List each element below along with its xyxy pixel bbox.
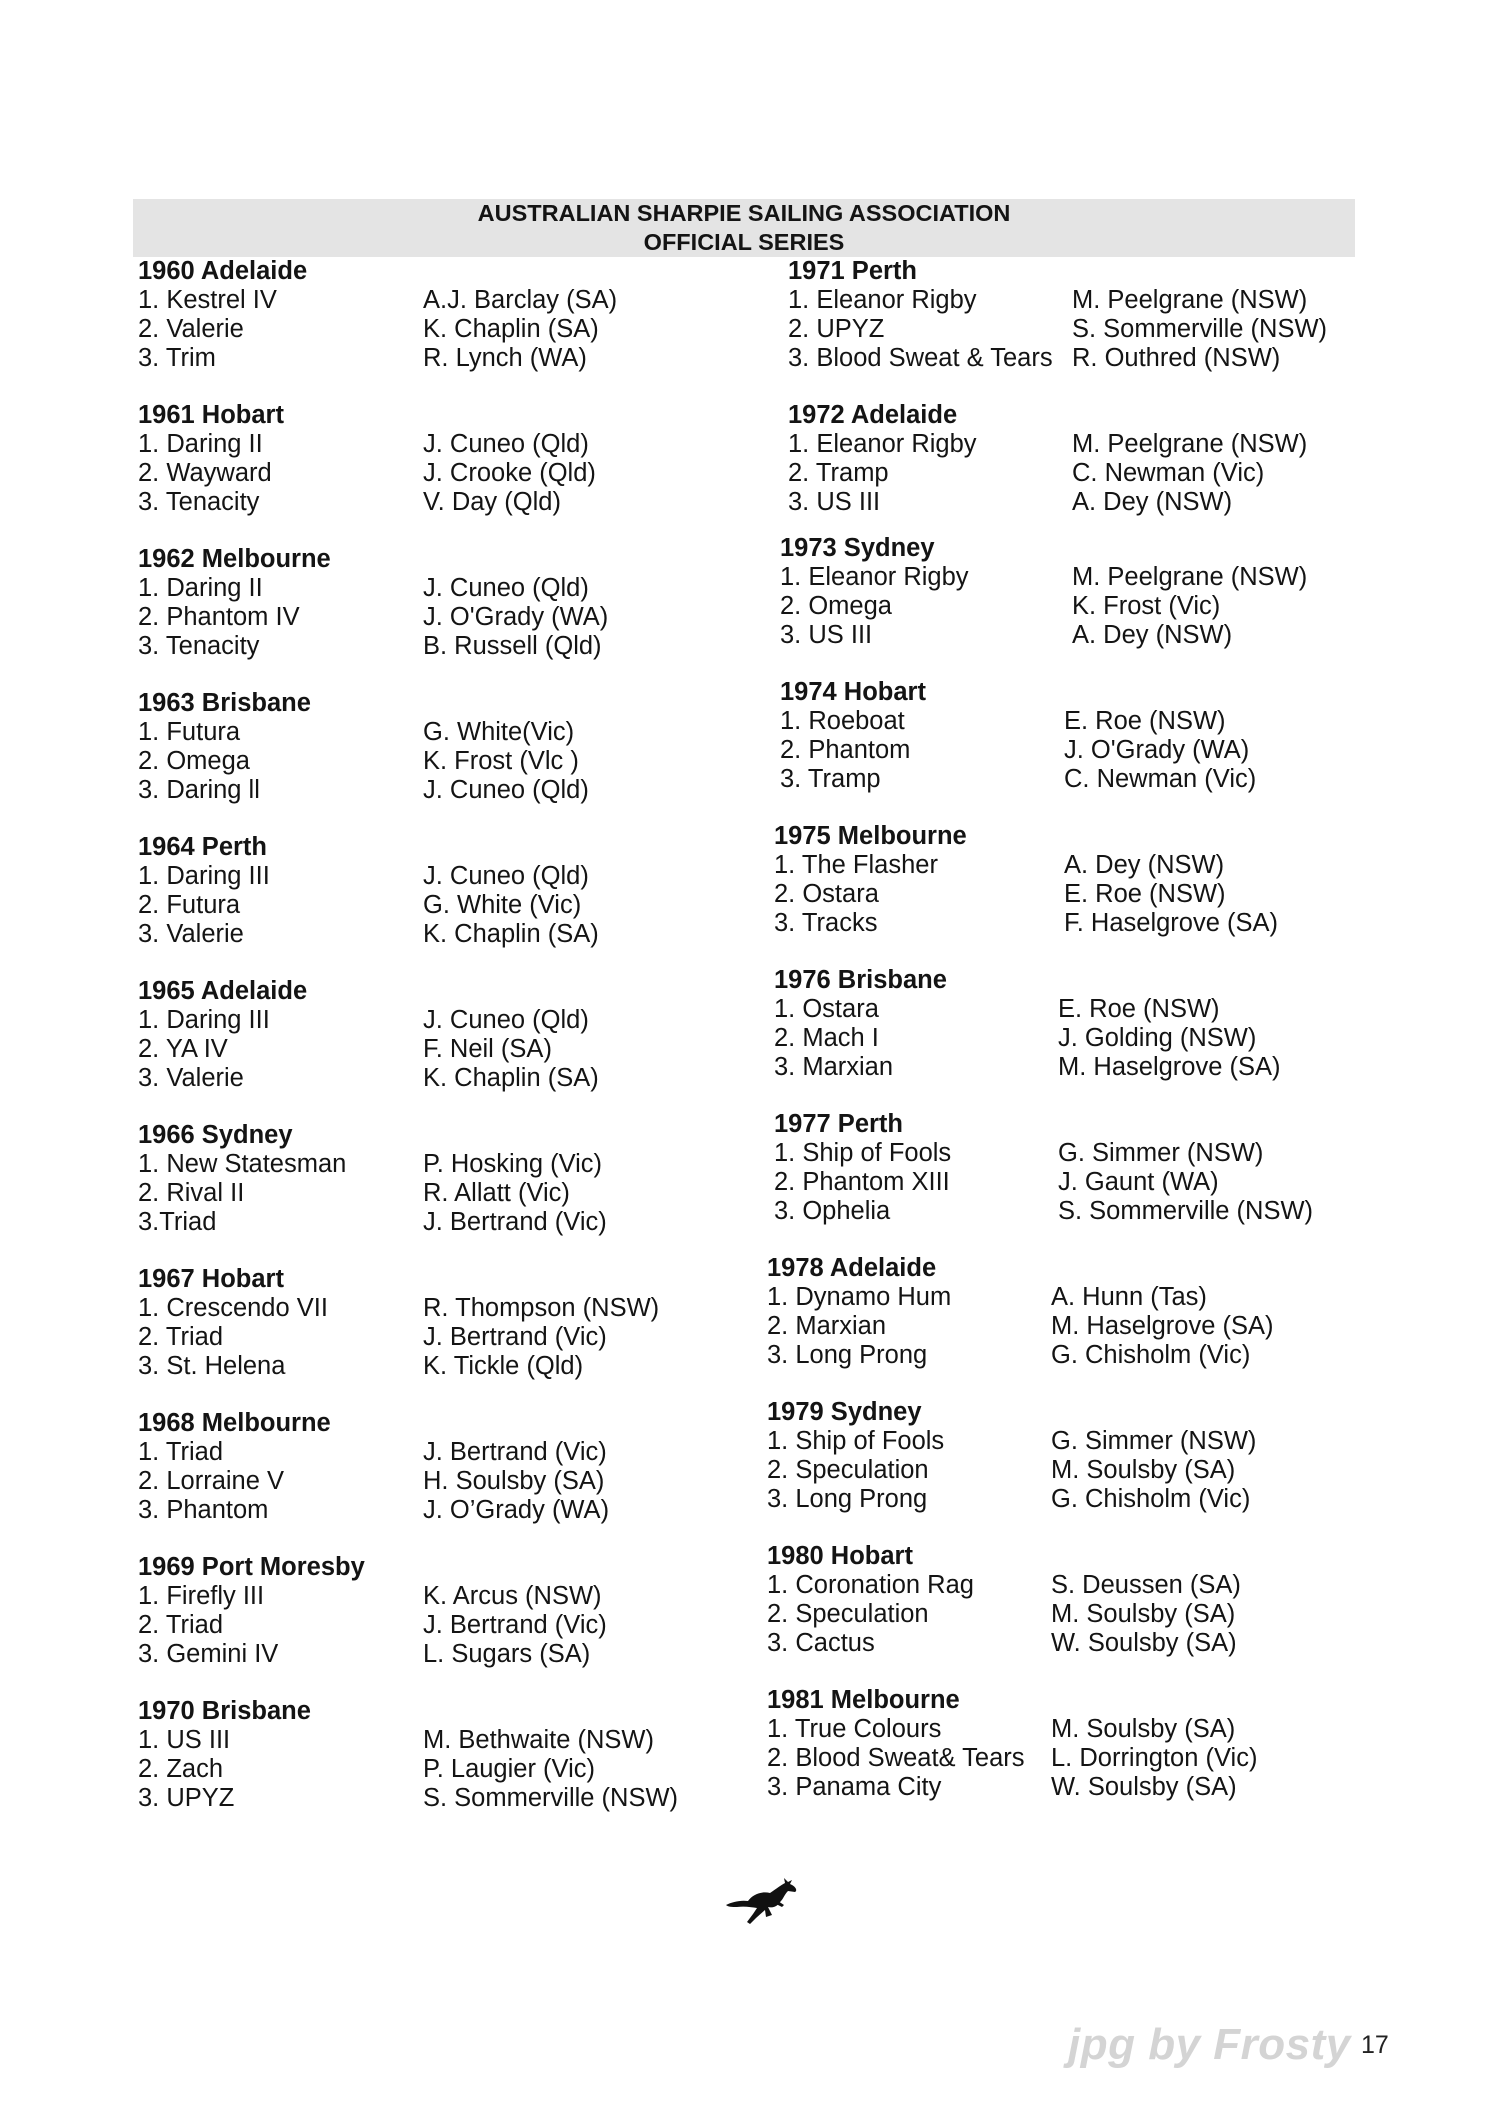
result-skipper: M. Soulsby (SA) bbox=[1051, 1715, 1236, 1743]
result-boat: 3. Trim bbox=[138, 344, 216, 372]
result-skipper: F. Neil (SA) bbox=[423, 1035, 552, 1063]
result-skipper: M. Soulsby (SA) bbox=[1051, 1456, 1236, 1484]
result-boat: 3. Tenacity bbox=[138, 488, 260, 516]
result-skipper: J. Golding (NSW) bbox=[1058, 1024, 1257, 1052]
result-skipper: R. Lynch (WA) bbox=[423, 344, 587, 372]
result-boat: 2. Phantom bbox=[780, 736, 911, 764]
result-skipper: M. Bethwaite (NSW) bbox=[423, 1726, 654, 1754]
result-skipper: M. Haselgrove (SA) bbox=[1058, 1053, 1281, 1081]
result-skipper: M. Haselgrove (SA) bbox=[1051, 1312, 1274, 1340]
result-boat: 3. Valerie bbox=[138, 920, 244, 948]
result-boat: 3. St. Helena bbox=[138, 1352, 286, 1380]
result-boat: 1. Crescendo VII bbox=[138, 1294, 328, 1322]
result-boat: 3. Gemini IV bbox=[138, 1640, 279, 1668]
result-skipper: W. Soulsby (SA) bbox=[1051, 1629, 1237, 1657]
result-skipper: S. Sommerville (NSW) bbox=[1072, 315, 1328, 343]
result-boat: 1. Eleanor Rigby bbox=[780, 563, 969, 591]
result-boat: 1. Ship of Fools bbox=[774, 1139, 952, 1167]
result-skipper: K. Tickle (Qld) bbox=[423, 1352, 584, 1380]
result-skipper: M. Peelgrane (NSW) bbox=[1072, 286, 1308, 314]
result-skipper: S. Sommerville (NSW) bbox=[1058, 1197, 1314, 1225]
result-skipper: J. Bertrand (Vic) bbox=[423, 1208, 607, 1236]
result-boat: 3. Valerie bbox=[138, 1064, 244, 1092]
result-boat: 2. UPYZ bbox=[788, 315, 885, 343]
watermark-text: jpg by Frosty bbox=[1068, 2020, 1351, 2069]
result-boat: 2. Zach bbox=[138, 1755, 224, 1783]
result-skipper: J. O’Grady (WA) bbox=[423, 1496, 610, 1524]
result-boat: 3. Tenacity bbox=[138, 632, 260, 660]
series-heading: 1963 Brisbane bbox=[138, 689, 311, 717]
result-boat: 3. Long Prong bbox=[767, 1341, 928, 1369]
result-boat: 1. Eleanor Rigby bbox=[788, 430, 977, 458]
series-title: OFFICIAL SERIES bbox=[643, 229, 845, 255]
result-skipper: L. Sugars (SA) bbox=[423, 1640, 591, 1668]
result-boat: 2. Omega bbox=[138, 747, 250, 775]
series-heading: 1966 Sydney bbox=[138, 1121, 293, 1149]
result-skipper: S. Deussen (SA) bbox=[1051, 1571, 1241, 1599]
result-boat: 2. Ostara bbox=[774, 880, 879, 908]
series-heading: 1961 Hobart bbox=[138, 401, 284, 429]
series-heading: 1972 Adelaide bbox=[788, 401, 958, 429]
result-skipper: J. Bertrand (Vic) bbox=[423, 1323, 607, 1351]
series-heading: 1969 Port Moresby bbox=[138, 1553, 365, 1581]
result-skipper: P. Laugier (Vic) bbox=[423, 1755, 595, 1783]
result-boat: 1. Daring III bbox=[138, 1006, 270, 1034]
result-boat: 2. Phantom IV bbox=[138, 603, 300, 631]
result-boat: 2. Mach I bbox=[774, 1024, 879, 1052]
result-skipper: R. Outhred (NSW) bbox=[1072, 344, 1281, 372]
result-boat: 1. Daring II bbox=[138, 574, 263, 602]
result-skipper: E. Roe (NSW) bbox=[1064, 707, 1226, 735]
result-boat: 2. Valerie bbox=[138, 315, 244, 343]
series-heading: 1971 Perth bbox=[788, 257, 917, 285]
result-boat: 3. Ophelia bbox=[774, 1197, 891, 1225]
result-boat: 2. Blood Sweat& Tears bbox=[767, 1744, 1025, 1772]
result-skipper: G. White(Vic) bbox=[423, 718, 575, 746]
series-heading: 1973 Sydney bbox=[780, 534, 935, 562]
result-skipper: A. Dey (NSW) bbox=[1072, 621, 1233, 649]
result-skipper: G. Chisholm (Vic) bbox=[1051, 1485, 1251, 1513]
result-skipper: K. Chaplin (SA) bbox=[423, 315, 599, 343]
result-boat: 2. Speculation bbox=[767, 1600, 929, 1628]
result-skipper: H. Soulsby (SA) bbox=[423, 1467, 605, 1495]
result-skipper: W. Soulsby (SA) bbox=[1051, 1773, 1237, 1801]
result-boat: 3. US III bbox=[788, 488, 881, 516]
result-skipper: M. Peelgrane (NSW) bbox=[1072, 563, 1308, 591]
series-heading: 1960 Adelaide bbox=[138, 257, 308, 285]
result-skipper: M. Soulsby (SA) bbox=[1051, 1600, 1236, 1628]
series-heading: 1974 Hobart bbox=[780, 678, 926, 706]
result-boat: 1. US III bbox=[138, 1726, 231, 1754]
series-heading: 1964 Perth bbox=[138, 833, 267, 861]
result-skipper: G. White (Vic) bbox=[423, 891, 582, 919]
series-heading: 1975 Melbourne bbox=[774, 822, 967, 850]
result-boat: 1. Ship of Fools bbox=[767, 1427, 945, 1455]
result-skipper: J. Cuneo (Qld) bbox=[423, 430, 589, 458]
result-boat: 1. True Colours bbox=[767, 1715, 942, 1743]
result-skipper: A. Dey (NSW) bbox=[1064, 851, 1225, 879]
association-title: AUSTRALIAN SHARPIE SAILING ASSOCIATION bbox=[477, 200, 1011, 226]
series-heading: 1977 Perth bbox=[774, 1110, 903, 1138]
result-boat: 3. Blood Sweat & Tears bbox=[788, 344, 1053, 372]
result-skipper: E. Roe (NSW) bbox=[1058, 995, 1220, 1023]
result-boat: 2. Rival II bbox=[138, 1179, 245, 1207]
result-boat: 1. Eleanor Rigby bbox=[788, 286, 977, 314]
result-boat: 1. Triad bbox=[138, 1438, 224, 1466]
result-boat: 3. Tracks bbox=[774, 909, 878, 937]
result-boat: 2. Triad bbox=[138, 1611, 224, 1639]
result-skipper: L. Dorrington (Vic) bbox=[1051, 1744, 1258, 1772]
result-skipper: J. Gaunt (WA) bbox=[1058, 1168, 1219, 1196]
series-heading: 1962 Melbourne bbox=[138, 545, 331, 573]
result-skipper: G. Chisholm (Vic) bbox=[1051, 1341, 1251, 1369]
result-skipper: B. Russell (Qld) bbox=[423, 632, 602, 660]
result-boat: 1. Daring III bbox=[138, 862, 270, 890]
result-skipper: R. Allatt (Vic) bbox=[423, 1179, 570, 1207]
series-heading: 1967 Hobart bbox=[138, 1265, 284, 1293]
result-boat: 1. Coronation Rag bbox=[767, 1571, 974, 1599]
result-boat: 3. Tramp bbox=[780, 765, 881, 793]
result-boat: 3. Marxian bbox=[774, 1053, 894, 1081]
result-boat: 1. Dynamo Hum bbox=[767, 1283, 952, 1311]
result-skipper: J. Bertrand (Vic) bbox=[423, 1438, 607, 1466]
result-skipper: A.J. Barclay (SA) bbox=[423, 286, 618, 314]
result-boat: 2. YA IV bbox=[138, 1035, 228, 1063]
series-heading: 1978 Adelaide bbox=[767, 1254, 937, 1282]
result-skipper: K. Arcus (NSW) bbox=[423, 1582, 602, 1610]
series-heading: 1970 Brisbane bbox=[138, 1697, 311, 1725]
result-boat: 2. Lorraine V bbox=[138, 1467, 285, 1495]
result-boat: 2. Omega bbox=[780, 592, 892, 620]
result-skipper: F. Haselgrove (SA) bbox=[1064, 909, 1278, 937]
result-skipper: K. Chaplin (SA) bbox=[423, 1064, 599, 1092]
result-skipper: C. Newman (Vic) bbox=[1064, 765, 1257, 793]
result-skipper: J. Cuneo (Qld) bbox=[423, 574, 589, 602]
result-skipper: S. Sommerville (NSW) bbox=[423, 1784, 679, 1812]
result-skipper: J. Cuneo (Qld) bbox=[423, 862, 589, 890]
series-heading: 1980 Hobart bbox=[767, 1542, 913, 1570]
result-boat: 3. Long Prong bbox=[767, 1485, 928, 1513]
result-skipper: M. Peelgrane (NSW) bbox=[1072, 430, 1308, 458]
series-heading: 1979 Sydney bbox=[767, 1398, 922, 1426]
result-boat: 1. The Flasher bbox=[774, 851, 938, 879]
result-boat: 2. Marxian bbox=[767, 1312, 887, 1340]
result-boat: 3. US III bbox=[780, 621, 873, 649]
result-boat: 2. Wayward bbox=[138, 459, 272, 487]
result-boat: 1. Firefly III bbox=[138, 1582, 265, 1610]
result-boat: 2. Speculation bbox=[767, 1456, 929, 1484]
result-boat: 3. Phantom bbox=[138, 1496, 269, 1524]
result-boat: 3. Cactus bbox=[767, 1629, 875, 1657]
series-heading: 1968 Melbourne bbox=[138, 1409, 331, 1437]
result-boat: 1. New Statesman bbox=[138, 1150, 347, 1178]
result-skipper: K. Frost (Vic) bbox=[1072, 592, 1221, 620]
result-skipper: J. Crooke (Qld) bbox=[423, 459, 596, 487]
result-boat: 1. Kestrel IV bbox=[138, 286, 277, 314]
result-skipper: V. Day (Qld) bbox=[423, 488, 561, 516]
result-skipper: G. Simmer (NSW) bbox=[1051, 1427, 1257, 1455]
result-skipper: C. Newman (Vic) bbox=[1072, 459, 1265, 487]
result-skipper: E. Roe (NSW) bbox=[1064, 880, 1226, 908]
result-boat: 1. Futura bbox=[138, 718, 241, 746]
result-boat: 3. UPYZ bbox=[138, 1784, 235, 1812]
result-boat: 1. Ostara bbox=[774, 995, 879, 1023]
series-heading: 1976 Brisbane bbox=[774, 966, 947, 994]
result-boat: 1. Daring II bbox=[138, 430, 263, 458]
result-boat: 1. Roeboat bbox=[780, 707, 905, 735]
result-skipper: J. O'Grady (WA) bbox=[423, 603, 609, 631]
result-boat: 2. Triad bbox=[138, 1323, 224, 1351]
series-heading: 1981 Melbourne bbox=[767, 1686, 960, 1714]
kangaroo-icon bbox=[722, 1874, 804, 1928]
result-skipper: J. O'Grady (WA) bbox=[1064, 736, 1250, 764]
result-boat: 3. Daring ll bbox=[138, 776, 260, 804]
page-number: 17 bbox=[1361, 2031, 1389, 2059]
result-skipper: J. Cuneo (Qld) bbox=[423, 776, 589, 804]
result-skipper: P. Hosking (Vic) bbox=[423, 1150, 603, 1178]
result-boat: 2. Tramp bbox=[788, 459, 889, 487]
result-skipper: A. Dey (NSW) bbox=[1072, 488, 1233, 516]
result-skipper: G. Simmer (NSW) bbox=[1058, 1139, 1264, 1167]
result-boat: 3. Panama City bbox=[767, 1773, 942, 1801]
result-skipper: K. Frost (Vlc ) bbox=[423, 747, 579, 775]
result-skipper: J. Bertrand (Vic) bbox=[423, 1611, 607, 1639]
result-skipper: R. Thompson (NSW) bbox=[423, 1294, 660, 1322]
result-boat: 3.Triad bbox=[138, 1208, 217, 1236]
result-skipper: J. Cuneo (Qld) bbox=[423, 1006, 589, 1034]
series-heading: 1965 Adelaide bbox=[138, 977, 308, 1005]
result-boat: 2. Phantom XIII bbox=[774, 1168, 950, 1196]
result-skipper: A. Hunn (Tas) bbox=[1051, 1283, 1207, 1311]
result-boat: 2. Futura bbox=[138, 891, 241, 919]
result-skipper: K. Chaplin (SA) bbox=[423, 920, 599, 948]
